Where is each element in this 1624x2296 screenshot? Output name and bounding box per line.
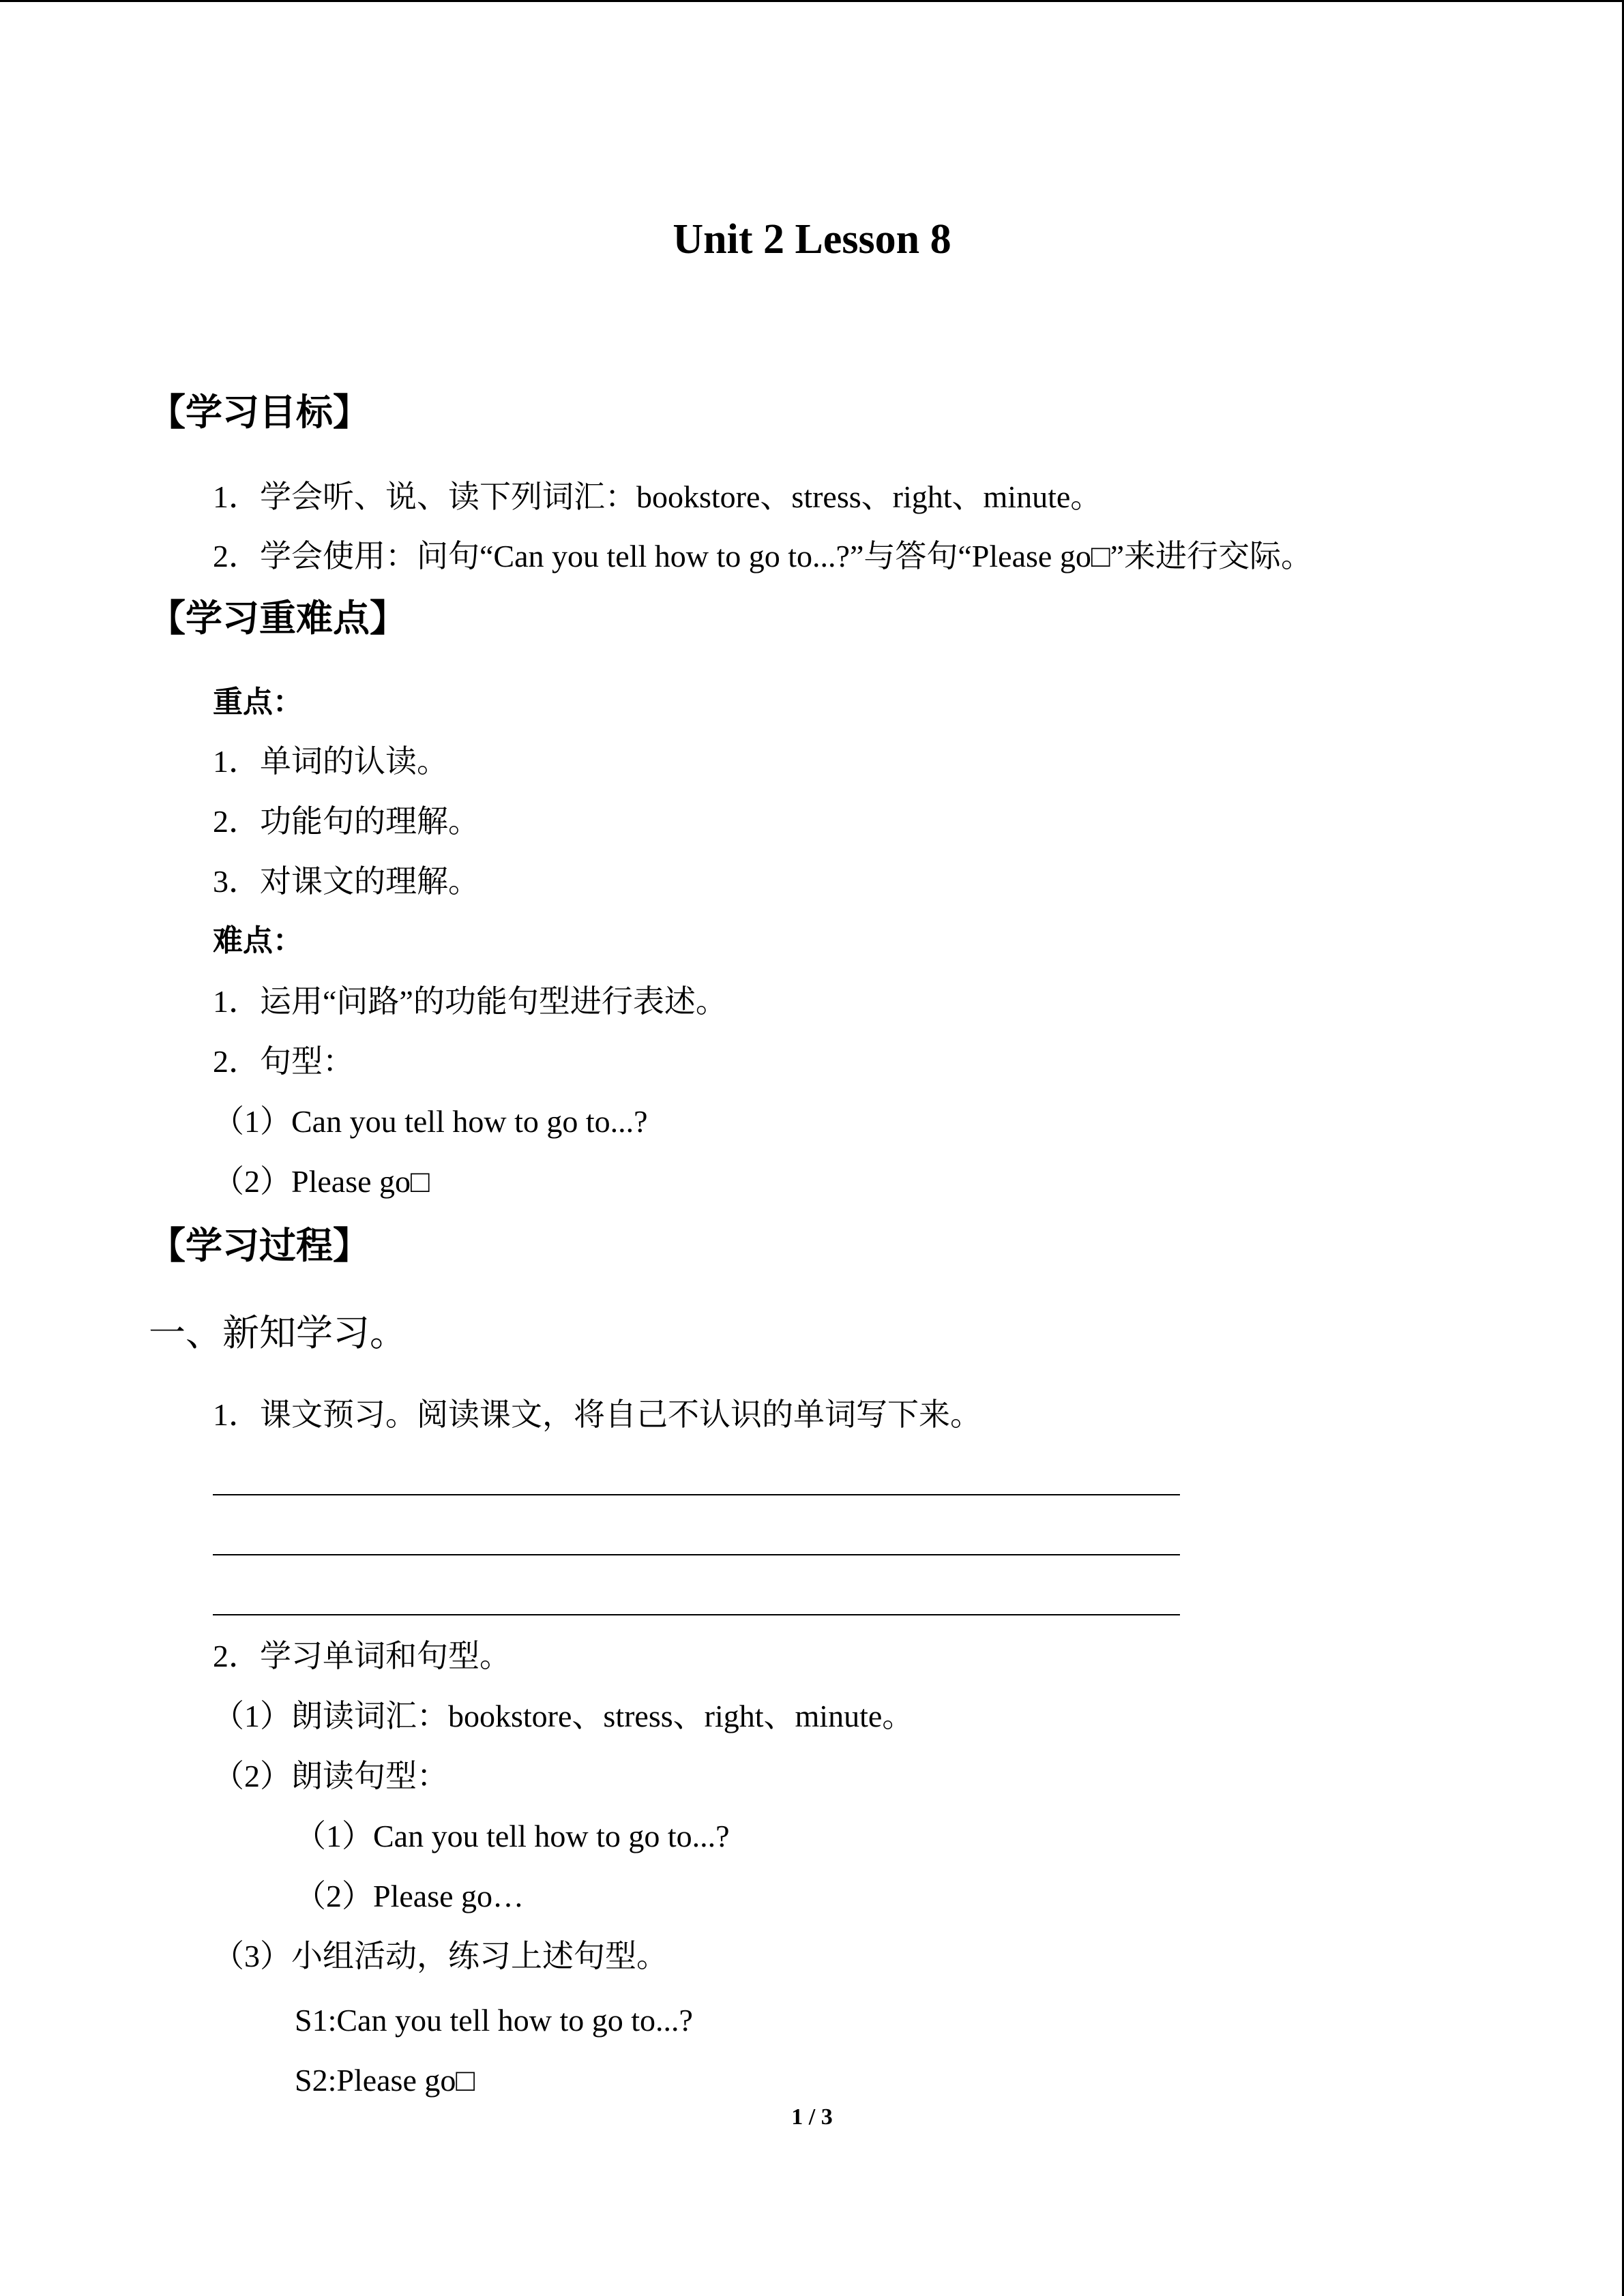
key-points-heading: 【学习重难点】 (149, 597, 407, 640)
difficulty-item-2: 2．句型： (213, 1044, 354, 1079)
page-number: 1 / 3 (791, 2104, 833, 2130)
difficulty-label: 难点： (213, 923, 303, 958)
answer-line-1 (213, 1494, 1180, 1495)
sub2-text: （2）朗读句型： (213, 1759, 448, 1793)
difficulty-item-1: 1．运用“问路”的功能句型进行表述。 (213, 984, 727, 1019)
dialogue-line-2: S2:Please go□ (295, 2063, 475, 2098)
focus-item-1: 1．单词的认读。 (213, 744, 448, 779)
page-title: Unit 2 Lesson 8 (673, 216, 951, 263)
sub2-item-2: （2）Please go… (295, 1879, 525, 1913)
page-border-top (0, 0, 1624, 2)
focus-item-3: 3．对课文的理解。 (213, 864, 479, 899)
sub3-text: （3）小组活动，练习上述句型。 (213, 1939, 668, 1973)
objective-item-2: 2．学会使用：问句“Can you tell how to go to...?”与答句“Please go□”来进行交际。 (213, 539, 1313, 573)
focus-label: 重点： (213, 685, 303, 719)
objective-item-1: 1．学会听、说、读下列词汇：bookstore、stress、right、minute。 (213, 479, 1102, 514)
pattern-item-1: （1）Can you tell how to go to...? (213, 1104, 648, 1139)
step2-text: 2．学习单词和句型。 (213, 1639, 511, 1673)
objectives-heading: 【学习目标】 (149, 391, 370, 434)
focus-item-2: 2．功能句的理解。 (213, 804, 479, 839)
dialogue-line-1: S1:Can you tell how to go to...? (295, 2003, 693, 2038)
pattern-item-2: （2）Please go□ (213, 1164, 430, 1199)
sub1-text: （1）朗读词汇：bookstore、stress、right、minute。 (213, 1699, 914, 1733)
process-heading: 【学习过程】 (149, 1224, 370, 1267)
step1-text: 1．课文预习。阅读课文，将自己不认识的单词写下来。 (213, 1397, 981, 1432)
sub2-item-1: （1）Can you tell how to go to...? (295, 1819, 730, 1853)
answer-line-3 (213, 1614, 1180, 1615)
part1-title: 一、新知学习。 (149, 1313, 407, 1354)
answer-line-2 (213, 1554, 1180, 1555)
